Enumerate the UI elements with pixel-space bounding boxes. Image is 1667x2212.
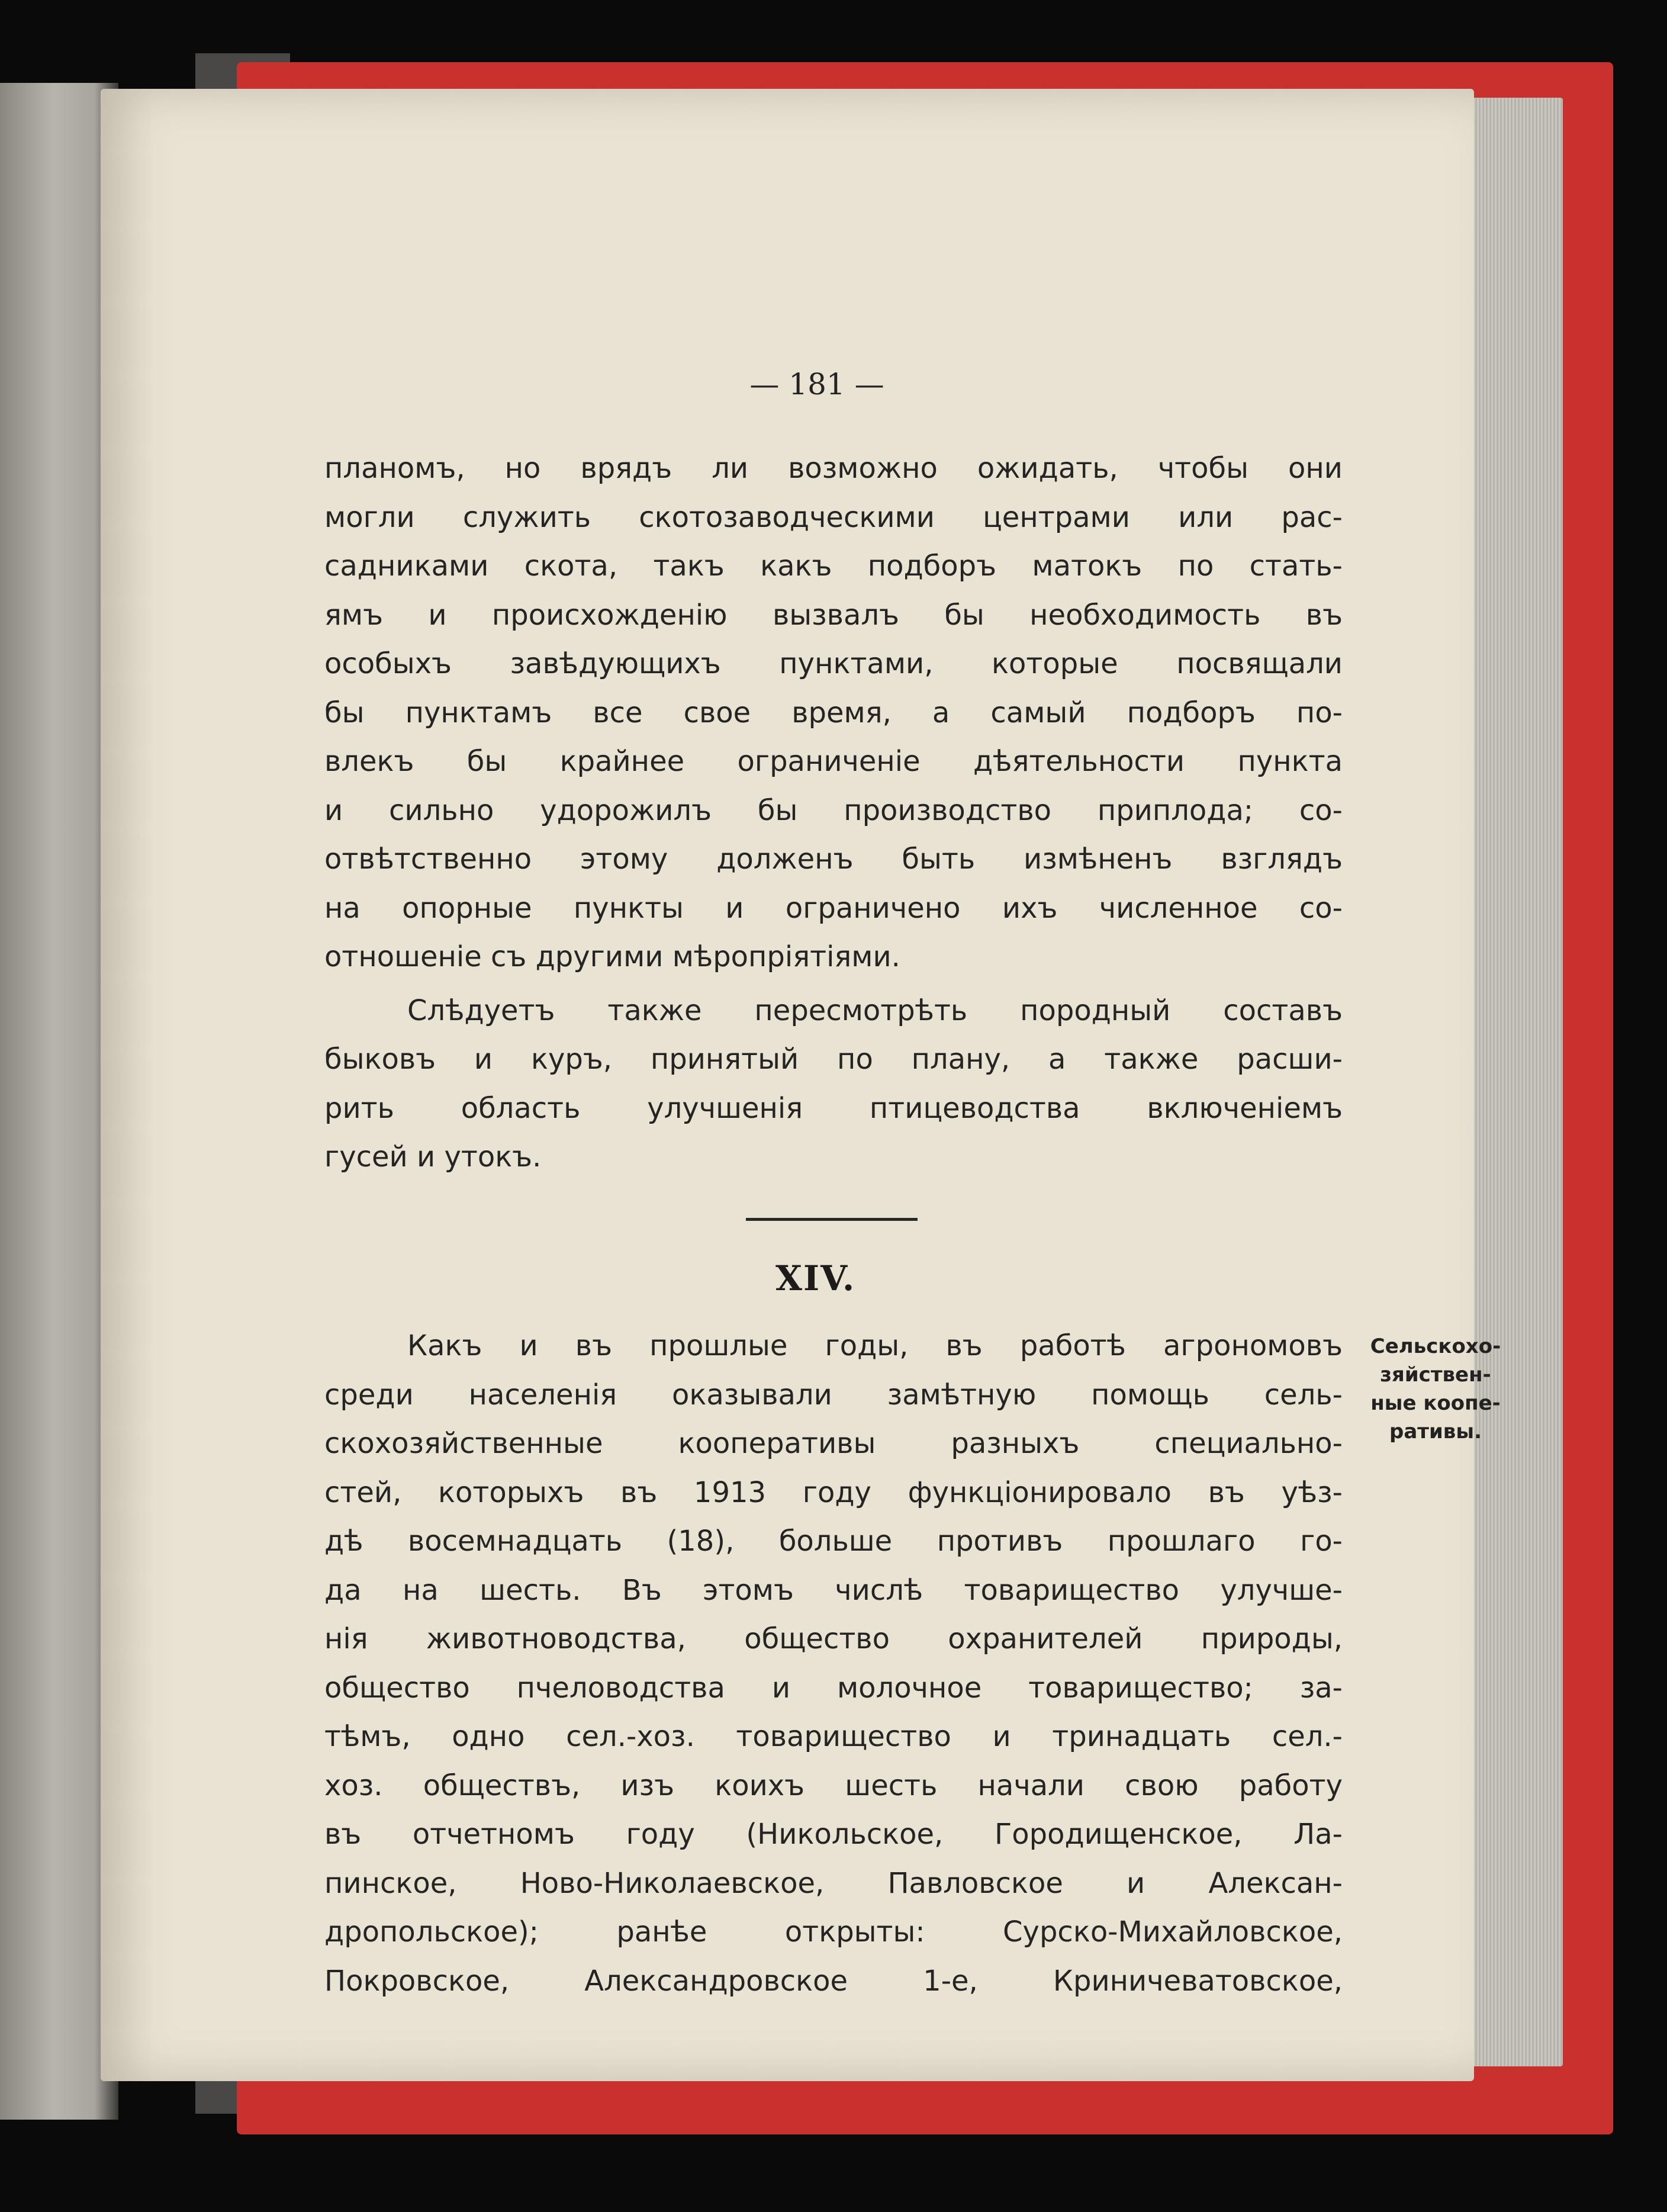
page-number: — 181 —	[749, 367, 884, 401]
text-line: тѣмъ, одно сел.-хоз. товарищество и тринадцать сел.-	[324, 1720, 1343, 1753]
text-line: пинское, Ново-Николаевское, Павловское и Алексан-	[324, 1866, 1343, 1900]
section-heading: XIV.	[775, 1258, 856, 1298]
margin-note: Сельскохо- зяйствен- ные коопе- ративы.	[1370, 1335, 1501, 1443]
text-line: общество пчеловодства и молочное товарищество; за-	[324, 1671, 1343, 1705]
text-line: гусей и утокъ.	[324, 1140, 542, 1173]
paragraph-3	[324, 1322, 1343, 2005]
text-line: среди населенія оказывали замѣтную помощь сель-	[324, 1378, 1343, 1412]
text-line: планомъ, но врядъ ли возможно ожидать, чтобы они	[324, 452, 1343, 485]
text-line: особыхъ завѣдующихъ пунктами, которые посвящали	[324, 647, 1343, 680]
text-line: въ отчетномъ году (Никольское, Городищенское, Ла-	[324, 1818, 1343, 1851]
text-line: стей, которыхъ въ 1913 году функціонировало въ уѣз-	[324, 1475, 1343, 1509]
text-line: и сильно удорожилъ бы производство приплода; со-	[324, 793, 1343, 827]
book-page	[101, 89, 1501, 2081]
text-line: Слѣдуетъ также пересмотрѣть породный составъ	[407, 994, 1343, 1027]
text-line: дропольское); ранѣе открыты: Сурско-Михайловское,	[324, 1915, 1343, 1949]
text-line: скохозяйственные кооперативы разныхъ специально-	[324, 1427, 1343, 1460]
text-line: влекъ бы крайнее ограниченіе дѣятельности пункта	[324, 745, 1343, 778]
text-line: да на шесть. Въ этомъ числѣ товарищество улучше-	[324, 1573, 1343, 1607]
text-line: отвѣтственно этому долженъ быть измѣненъ взглядъ	[324, 843, 1343, 876]
section-separator	[746, 1218, 918, 1221]
text-line: бы пунктамъ все свое время, а самый подборъ по-	[324, 696, 1343, 729]
text-line: Какъ и въ прошлые годы, въ работѣ агрономовъ	[407, 1329, 1343, 1362]
paragraph-1-and-2	[324, 444, 1343, 1182]
text-line: дѣ восемнадцать (18), больше противъ прошлаго го-	[324, 1525, 1343, 1558]
text-line: Покровское, Александровское 1-е, Криничеватовское,	[324, 1964, 1343, 1998]
text-line: ямъ и происхожденію вызвалъ бы необходимость въ	[324, 598, 1343, 632]
text-line: хоз. обществъ, изъ коихъ шесть начали свою работу	[324, 1769, 1343, 1802]
text-line: на опорные пункты и ограничено ихъ численное со-	[324, 891, 1343, 925]
text-line: нія животноводства, общество охранителей природы,	[324, 1622, 1343, 1655]
text-line: садниками скота, такъ какъ подборъ матокъ по стать-	[324, 549, 1343, 583]
text-line: рить область улучшенія птицеводства включеніемъ	[324, 1091, 1343, 1125]
page-stack-edge	[1462, 98, 1563, 2066]
text-line: быковъ и куръ, принятый по плану, а также расши-	[324, 1043, 1343, 1076]
text-line: могли служить скотозаводческими центрами или рас-	[324, 500, 1343, 534]
text-line: отношеніе съ другими мѣропріятіями.	[324, 940, 900, 973]
